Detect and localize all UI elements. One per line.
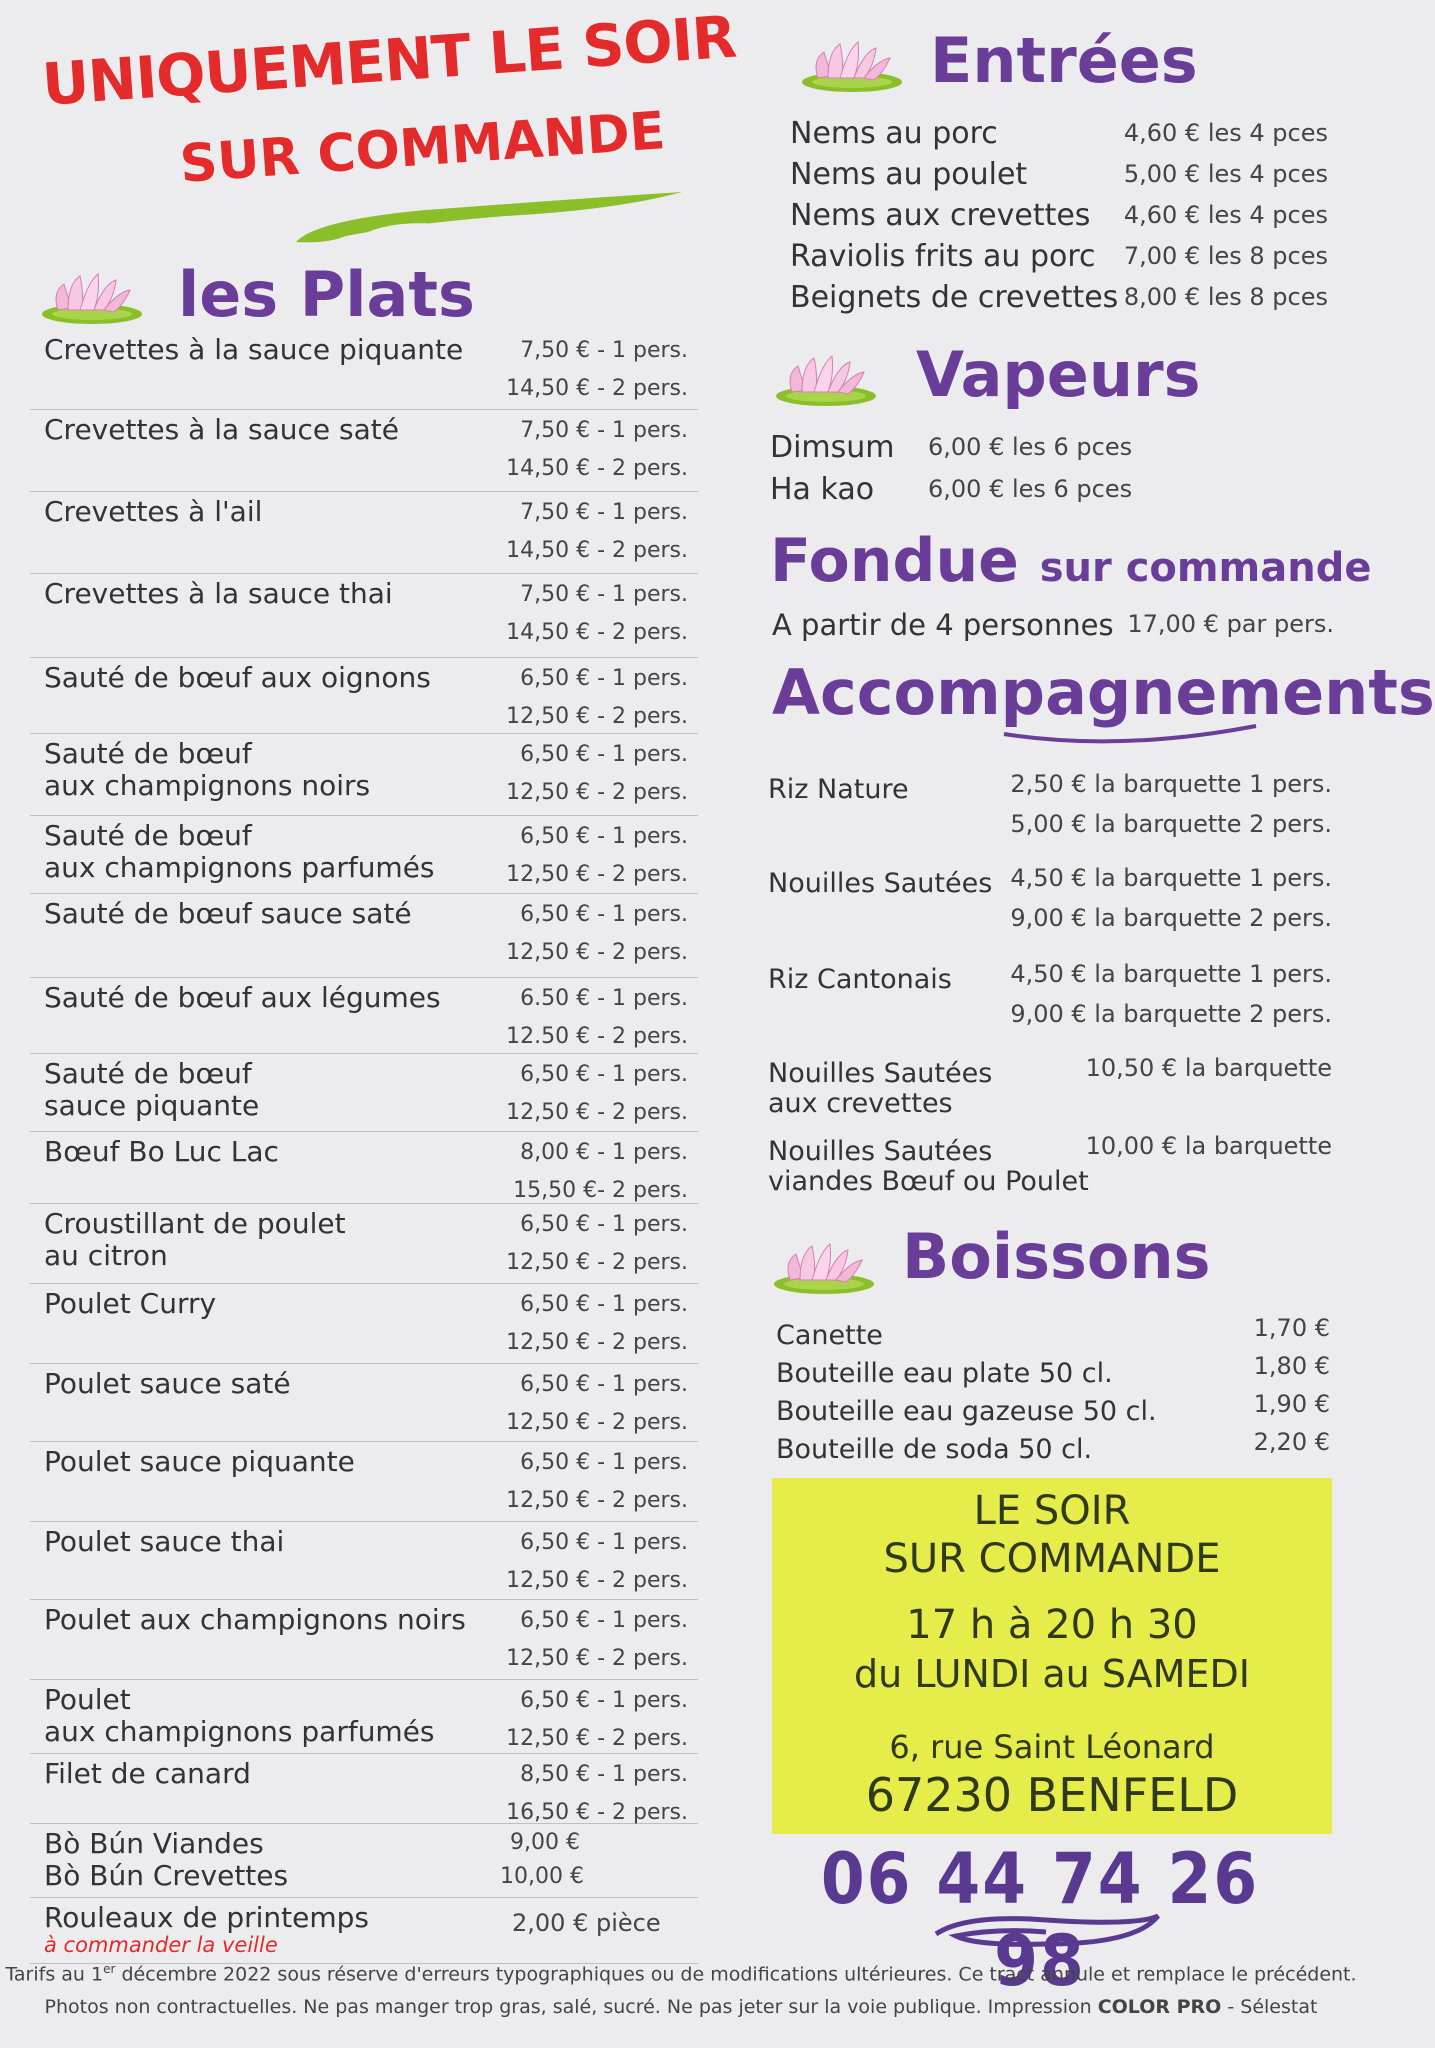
plat-price-1: 6,50 € - 1 pers. (520, 1212, 688, 1237)
fondue-price: 17,00 € par pers. (1127, 610, 1334, 638)
entree-name: Beignets de crevettes (790, 280, 1119, 315)
accomp-name: viandes Bœuf ou Poulet (768, 1166, 1089, 1197)
lotus-icon (38, 270, 146, 326)
entree-price: 5,00 € les 4 pces (1123, 160, 1328, 188)
plat-price-1: 6,50 € - 1 pers. (520, 1372, 688, 1397)
plat-row (30, 658, 698, 734)
plat-row (30, 1600, 698, 1680)
plat-name (44, 1828, 484, 1892)
accomp-price-1: 4,50 € la barquette 1 pers. (1010, 960, 1332, 988)
plat-price-1: 7,50 € - 1 pers. (520, 500, 688, 525)
plat-name-line: Crevettes à l'ail (44, 495, 263, 528)
header-line-2: SUR COMMANDE (178, 101, 668, 195)
entree-name: Raviolis frits au porc (790, 239, 1096, 274)
plat-price-2: 12,50 € - 2 pers. (506, 1100, 688, 1125)
boisson-price: 1,70 € (1253, 1314, 1330, 1342)
plat-name-line: Sauté de bœuf (44, 1057, 252, 1090)
plat-name-line: Poulet sauce piquante (44, 1445, 355, 1478)
plat-note: à commander la veille (44, 1933, 278, 1957)
plat-price-1: 7,50 € - 1 pers. (520, 418, 688, 443)
plat-name (44, 1208, 484, 1272)
entree-name: Nems au poulet (790, 157, 1028, 192)
accomp-price-1: 10,50 € la barquette (1085, 1054, 1332, 1082)
plat-name-line: Bò Bún Viandes (44, 1827, 264, 1860)
plat-row (30, 1284, 698, 1364)
plat-price-1: 6,50 € - 1 pers. (520, 1530, 688, 1555)
boisson-price: 2,20 € (1253, 1428, 1330, 1456)
plat-name-line: au citron (44, 1239, 168, 1272)
plat-row (30, 734, 698, 816)
plat-row (30, 1364, 698, 1442)
plat-row (30, 1824, 698, 1898)
plat-price-1: 7,50 € - 1 pers. (520, 582, 688, 607)
vapeur-name: Dimsum (770, 430, 895, 465)
info-line-1: LE SOIR (973, 1488, 1131, 1534)
plat-price-1: 6,50 € - 1 pers. (520, 1062, 688, 1087)
entree-price: 7,00 € les 8 pces (1123, 242, 1328, 270)
boisson-price: 1,80 € (1253, 1352, 1330, 1380)
footer-text-c: Photos non contractuelles. Ne pas manger trop gras, salé, sucré. Ne pas jeter sur la voie publique. Impression (44, 1996, 1098, 2018)
accomp-price-2: 9,00 € la barquette 2 pers. (1010, 1000, 1332, 1028)
plat-row (30, 1132, 698, 1204)
swirl-icon (926, 1910, 1166, 1952)
boisson-price: 1,90 € (1253, 1390, 1330, 1418)
plat-name-line: Poulet sauce thai (44, 1525, 285, 1558)
plat-price-1: 6,50 € - 1 pers. (520, 742, 688, 767)
plat-name-line: Poulet sauce saté (44, 1367, 291, 1400)
plat-name-line: Poulet (44, 1683, 131, 1716)
plat-name-line: aux champignons parfumés (44, 851, 435, 884)
accomp-name: aux crevettes (768, 1088, 953, 1119)
plat-name (44, 662, 484, 694)
boisson-name: Bouteille eau gazeuse 50 cl. (776, 1396, 1157, 1427)
plat-name-line: Sauté de bœuf sauce saté (44, 897, 412, 930)
plat-price-2: 12,50 € - 2 pers. (506, 780, 688, 805)
vapeur-price: 6,00 € les 6 pces (928, 475, 1133, 503)
fondue-title-main: Fondue (770, 526, 1019, 596)
plat-price-2: 12,50 € - 2 pers. (506, 1330, 688, 1355)
plat-price-1: 8,00 € - 1 pers. (520, 1140, 688, 1165)
plat-row (30, 978, 698, 1054)
plat-name (44, 334, 484, 366)
plat-price-1: 9,00 € (510, 1830, 580, 1855)
plat-name-line: Sauté de bœuf aux légumes (44, 981, 441, 1014)
plats-title: les Plats (178, 258, 475, 331)
plat-row (30, 1898, 698, 1964)
plat-price-2: 12.50 € - 2 pers. (506, 1024, 688, 1049)
boisson-name: Bouteille eau plate 50 cl. (776, 1358, 1113, 1389)
plat-name (44, 738, 484, 802)
plat-name (44, 1368, 484, 1400)
plat-name-line: Bò Bún Crevettes (44, 1859, 289, 1892)
entree-price: 4,60 € les 4 pces (1123, 119, 1328, 147)
fondue-desc: A partir de 4 personnes (772, 608, 1114, 642)
footer-sup: er (103, 1962, 116, 1976)
phone-number: 06 44 74 26 98 (820, 1838, 1260, 2002)
plat-name-line: Poulet Curry (44, 1287, 217, 1320)
plat-name (44, 1288, 484, 1320)
plat-row (30, 1680, 698, 1754)
plat-name-line: Bœuf Bo Luc Lac (44, 1135, 279, 1168)
plat-row (30, 330, 698, 410)
plat-price-1: 2,00 € pièce (512, 1909, 661, 1937)
plat-row (30, 492, 698, 574)
plat-price-2: 12,50 € - 2 pers. (506, 862, 688, 887)
plat-row (30, 1204, 698, 1284)
plat-price-2: 12,50 € - 2 pers. (506, 1410, 688, 1435)
plat-price-2: 12,50 € - 2 pers. (506, 1568, 688, 1593)
plat-price-2: 15,50 €- 2 pers. (513, 1178, 688, 1203)
plat-price-1: 6,50 € - 1 pers. (520, 902, 688, 927)
accomp-name: Nouilles Sautées (768, 1058, 993, 1089)
plat-name-line: aux champignons noirs (44, 769, 371, 802)
plat-name-line: Filet de canard (44, 1757, 251, 1790)
plat-price-2: 12,50 € - 2 pers. (506, 1726, 688, 1751)
plat-price-1: 6,50 € - 1 pers. (520, 1450, 688, 1475)
plat-row (30, 1054, 698, 1132)
plat-name (44, 820, 484, 884)
vapeur-price: 6,00 € les 6 pces (928, 433, 1133, 461)
plat-name-line: Poulet aux champignons noirs (44, 1603, 466, 1636)
plat-price-1: 6,50 € - 1 pers. (520, 1608, 688, 1633)
accomp-name: Nouilles Sautées (768, 1136, 993, 1167)
plat-row (30, 1442, 698, 1522)
vapeurs-title: Vapeurs (916, 338, 1201, 411)
plat-price-1: 6,50 € - 1 pers. (520, 1688, 688, 1713)
plat-price-1: 6,50 € - 1 pers. (520, 824, 688, 849)
plat-price-2: 10,00 € (500, 1864, 584, 1889)
plat-name (44, 898, 484, 930)
plat-price-2: 12,50 € - 2 pers. (506, 1488, 688, 1513)
fondue-title (770, 526, 1371, 596)
plat-price-1: 8,50 € - 1 pers. (520, 1762, 688, 1787)
plat-price-2: 12,50 € - 2 pers. (506, 940, 688, 965)
header-line-1: UNIQUEMENT LE SOIR (39, 2, 738, 119)
swirl-icon (1000, 722, 1260, 750)
plat-name (44, 1604, 484, 1636)
plat-price-2: 14,50 € - 2 pers. (506, 538, 688, 563)
plat-price-2: 16,50 € - 2 pers. (506, 1800, 688, 1825)
hours-info-box (772, 1478, 1332, 1834)
plat-name (44, 496, 484, 528)
plat-name-line: Sauté de bœuf (44, 737, 252, 770)
plat-row (30, 410, 698, 492)
lotus-icon (772, 352, 880, 408)
entrees-title: Entrées (930, 24, 1198, 97)
lotus-icon (798, 38, 906, 94)
accomp-name: Nouilles Sautées (768, 868, 993, 899)
info-line-2: SUR COMMANDE (883, 1536, 1221, 1582)
plat-price-2: 14,50 € - 2 pers. (506, 376, 688, 401)
info-street: 6, rue Saint Léonard (889, 1728, 1215, 1766)
footer-printer: COLOR PRO (1097, 1996, 1222, 2018)
plats-list (30, 330, 698, 1964)
accomp-price-1: 4,50 € la barquette 1 pers. (1010, 864, 1332, 892)
plat-row (30, 894, 698, 978)
plat-price-1: 7,50 € - 1 pers. (520, 338, 688, 363)
accomp-name: Riz Cantonais (768, 964, 952, 995)
plat-name (44, 578, 484, 610)
plat-name-line: Croustillant de poulet (44, 1207, 346, 1240)
plat-name-line: Sauté de bœuf (44, 819, 252, 852)
accompagnements-title: Accompagnements (772, 656, 1435, 729)
accomp-price-2: 9,00 € la barquette 2 pers. (1010, 904, 1332, 932)
plat-name-line: Crevettes à la sauce thai (44, 577, 393, 610)
entree-price: 4,60 € les 4 pces (1123, 201, 1328, 229)
fondue-subtitle: sur commande (1039, 545, 1372, 591)
plat-price-2: 12,50 € - 2 pers. (506, 1646, 688, 1671)
plat-price-2: 14,50 € - 2 pers. (506, 456, 688, 481)
plat-name-line: sauce piquante (44, 1089, 260, 1122)
entree-name: Nems aux crevettes (790, 198, 1091, 233)
footer-text-d: - Sélestat (1221, 1996, 1318, 2018)
plat-name (44, 982, 484, 1014)
plat-row (30, 574, 698, 658)
boisson-name: Canette (776, 1320, 883, 1351)
plat-price-1: 6,50 € - 1 pers. (520, 1292, 688, 1317)
accomp-price-1: 10,00 € la barquette (1085, 1132, 1332, 1160)
plat-price-2: 12,50 € - 2 pers. (506, 1250, 688, 1275)
plat-name (44, 1758, 484, 1790)
footer-line-1 (0, 1962, 1362, 1985)
plat-price-1: 6,50 € - 1 pers. (520, 666, 688, 691)
plat-name (44, 414, 484, 446)
plat-name (44, 1058, 484, 1122)
footer-text-b: décembre 2022 sous réserve d'erreurs typographiques ou de modifications ultérieures. Ce tract annule et remplace le précédent. (115, 1963, 1357, 1986)
entree-price: 8,00 € les 8 pces (1123, 283, 1328, 311)
plat-name (44, 1446, 484, 1478)
plat-price-2: 12,50 € - 2 pers. (506, 704, 688, 729)
plat-name (44, 1136, 484, 1168)
plat-name-line: Crevettes à la sauce saté (44, 413, 400, 446)
swirl-icon (286, 180, 694, 254)
accomp-price-1: 2,50 € la barquette 1 pers. (1010, 770, 1332, 798)
plat-name (44, 1526, 484, 1558)
plat-name (44, 1902, 484, 1956)
plat-row (30, 816, 698, 894)
accomp-price-2: 5,00 € la barquette 2 pers. (1010, 810, 1332, 838)
boisson-name: Bouteille de soda 50 cl. (776, 1434, 1093, 1465)
vapeur-name: Ha kao (770, 472, 875, 507)
entree-name: Nems au porc (790, 116, 998, 151)
plat-price-2: 14,50 € - 2 pers. (506, 620, 688, 645)
plat-name-line: Rouleaux de printemps (44, 1901, 370, 1934)
footer-text-a: Tarifs au 1 (5, 1963, 104, 1986)
boissons-title: Boissons (902, 1220, 1211, 1293)
plat-name-line: Sauté de bœuf aux oignons (44, 661, 431, 694)
lotus-icon (770, 1240, 878, 1296)
plat-name (44, 1684, 484, 1748)
plat-price-1: 6.50 € - 1 pers. (520, 986, 688, 1011)
plat-name-line: Crevettes à la sauce piquante (44, 333, 464, 366)
plat-row (30, 1754, 698, 1824)
info-city: 67230 BENFELD (865, 1768, 1239, 1822)
plat-name-line: aux champignons parfumés (44, 1715, 435, 1748)
footer-line-2 (0, 1996, 1362, 2018)
plat-row (30, 1522, 698, 1600)
info-hours: 17 h à 20 h 30 (906, 1602, 1198, 1648)
info-days: du LUNDI au SAMEDI (854, 1652, 1250, 1696)
accomp-name: Riz Nature (768, 774, 909, 805)
